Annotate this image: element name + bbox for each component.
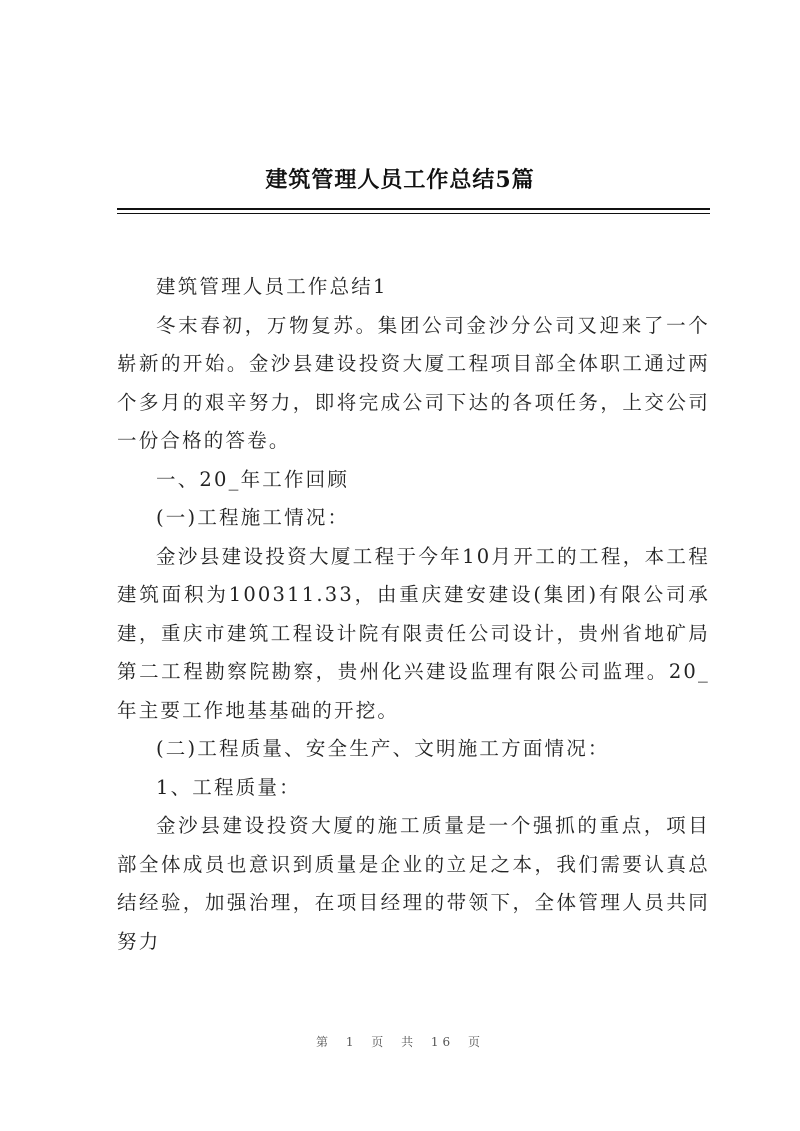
subsection-heading: (一)工程施工情况： (156, 506, 350, 529)
title-underline (117, 208, 710, 210)
document-title: 建筑管理人员工作总结5篇 (265, 167, 535, 193)
subsection-heading: 1、工程质量： (156, 775, 301, 799)
title-underline-thin (117, 213, 710, 214)
section-heading: 一、20_年工作回顾 (156, 467, 350, 491)
page-footer: 第 1 页 共 16 页 (316, 1035, 484, 1049)
body-paragraph: 冬末春初，万物复苏。集团公司金沙分公司又迎来了一个崭新的开始。金沙县建设投资大厦工程项目部全体职工通过两个多月的艰辛努力，即将完成公司下达的各项任务，上交公司一份合格的答卷。 (117, 313, 710, 452)
subsection-heading: (二)工程质量、安全生产、文明施工方面情况： (156, 737, 610, 760)
body-paragraph: 金沙县建设投资大厦工程于今年10月开工的工程，本工程建筑面积为100311.33，由重庆建安建设(集团)有限公司承建，重庆市建筑工程设计院有限责任公司设计，贵州省地矿局第二工程勘察院勘察，贵州化兴建设监理有限公司监理。20_年主要工作地基基础的开挖。 (117, 544, 710, 722)
body-paragraph: 金沙县建设投资大厦的施工质量是一个强抓的重点，项目部全体成员也意识到质量是企业的立足之本，我们需要认真总结经验，加强治理，在项目经理的带领下，全体管理人员共同努力 (117, 814, 710, 953)
section-heading: 建筑管理人员工作总结1 (156, 275, 388, 298)
document-body (117, 268, 710, 961)
